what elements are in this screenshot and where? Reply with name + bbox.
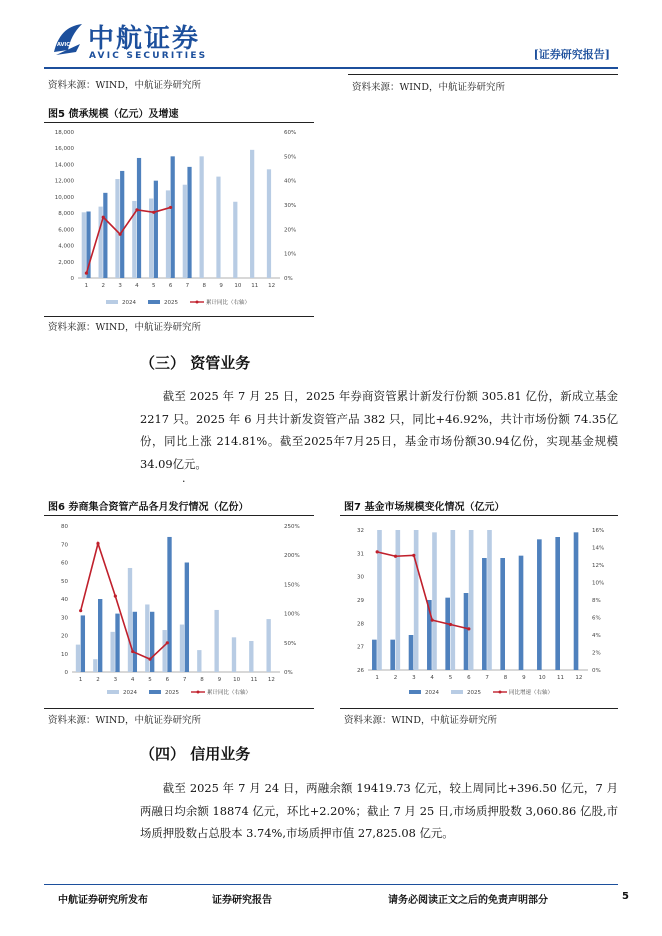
chart1-xtick: 8: [200, 677, 204, 683]
chart1-bar-2024: [162, 630, 166, 672]
chart1-xtick: 4: [130, 677, 135, 683]
chart1-point: [96, 542, 99, 545]
chart0-ytick-left: 12,000: [54, 178, 74, 185]
chart0-xtick: 1: [84, 283, 89, 289]
chart2-xtick: 2: [393, 675, 398, 681]
fig5-source: 资料来源：WIND，中航证券研究所: [48, 322, 201, 333]
logo-en: AVIC SECURITIES: [89, 51, 208, 61]
chart2-ytick-right: 12%: [592, 563, 605, 569]
chart2-bar-2024: [464, 593, 469, 670]
chart0-point: [135, 208, 138, 211]
fig7-title: 图7 基金市场规模变化情况（亿元）: [344, 502, 505, 513]
chart1-ytick-left: 50: [61, 578, 68, 585]
chart2-ytick-right: 6%: [592, 615, 601, 622]
chart2-ytick-left: 31: [357, 551, 364, 558]
chart2-legend-label: 同比增速（右轴）: [509, 690, 554, 696]
chart0-ytick-left: 10,000: [54, 194, 74, 201]
chart1-xtick: 9: [217, 677, 222, 683]
chart2-ytick-left: 28: [357, 621, 364, 628]
chart2-bar-2025: [469, 530, 474, 670]
source-top-right: 资料来源：WIND，中航证券研究所: [352, 82, 505, 93]
chart0-point: [169, 206, 172, 209]
section3-dot: ·: [182, 475, 186, 488]
fig5-title: 图5 债承规模（亿元）及增速: [48, 109, 179, 120]
chart1-ytick-right: 0%: [284, 670, 293, 676]
chart0-bar-2025: [120, 171, 124, 278]
chart2-bar-2025: [432, 532, 437, 670]
chart2-point: [467, 627, 470, 630]
chart2-ytick-right: 8%: [592, 598, 601, 604]
chart2-xtick: 7: [485, 675, 489, 681]
chart2-bar-2024: [574, 532, 579, 670]
chart0-point: [118, 233, 121, 236]
chart0-bar-2025: [103, 193, 107, 278]
chart2-bar-2025: [487, 530, 492, 670]
chart0-xtick: 7: [185, 283, 190, 289]
chart1-point: [131, 650, 134, 653]
chart1-xtick: 7: [182, 677, 187, 683]
chart0-bar-2025: [171, 156, 175, 278]
chart0-legend-label: 2024: [122, 300, 136, 306]
chart0-legend-label: 累计同比（右轴）: [206, 300, 251, 306]
chart0-ytick-left: 4,000: [58, 243, 74, 250]
chart1-xtick: 1: [78, 677, 83, 683]
chart2-bar-2024: [555, 537, 560, 670]
chart0-bar-2024: [82, 212, 86, 278]
chart0-xtick: 10: [234, 283, 242, 289]
chart0-bar-2024: [166, 190, 170, 278]
chart1-bar-2025: [185, 563, 189, 673]
chart1-ytick-right: 100%: [284, 611, 300, 618]
chart1-ytick-right: 150%: [284, 582, 300, 589]
report-tag: [证券研究报告]: [533, 48, 610, 61]
chart0-xtick: 2: [101, 283, 105, 289]
fig5-bottom-rule: [44, 316, 314, 317]
logo-cn: 中航证券: [88, 24, 201, 54]
chart2-ytick-left: 27: [357, 644, 364, 651]
chart0-bar-2024: [267, 169, 271, 278]
footer-rule: [44, 884, 618, 885]
chart1-ytick-right: 200%: [284, 553, 300, 560]
chart2-ytick-right: 2%: [592, 650, 601, 657]
section4-title: （四） 信用业务: [140, 745, 251, 763]
chart1-ytick-left: 60: [61, 560, 68, 567]
chart1-xtick: 2: [96, 677, 100, 683]
chart0-legend-label: 2025: [164, 300, 178, 306]
chart2-point: [376, 550, 379, 553]
chart1-ytick-left: 40: [61, 597, 68, 603]
chart1-legend-swatch-dot: [197, 691, 200, 694]
chart0-ytick-right: 40%: [284, 178, 297, 185]
chart2-point: [394, 555, 397, 558]
fig6-title: 图6 券商集合资管产品各月发行情况（亿份）: [48, 502, 249, 513]
chart0-ytick-left: 8,000: [58, 211, 74, 218]
chart0-ytick-right: 10%: [284, 251, 297, 258]
chart0-ytick-right: 50%: [284, 154, 297, 161]
chart0-point: [102, 216, 105, 219]
chart1-xtick: 6: [165, 677, 170, 683]
chart2-ytick-right: 16%: [592, 528, 605, 534]
chart2-ytick-right: 14%: [592, 545, 605, 552]
chart0-bar-2024: [183, 185, 187, 278]
chart1-bar-2024: [197, 650, 201, 672]
chart1-bar-2024: [145, 604, 149, 672]
chart0-xtick: 6: [168, 283, 173, 289]
chart2-xtick: 12: [575, 675, 583, 681]
chart0-xtick: 8: [202, 283, 206, 289]
chart1-legend-label: 2024: [123, 690, 137, 696]
chart2-ytick-right: 0%: [592, 668, 601, 674]
chart1-bar-2024: [180, 625, 184, 672]
chart1-ytick-left: 20: [61, 633, 68, 640]
chart1-xtick: 3: [113, 677, 118, 683]
chart1-bar-2025: [115, 614, 119, 672]
chart0-bar-2024: [200, 156, 204, 278]
chart1-point: [79, 609, 82, 612]
chart1-ytick-left: 30: [61, 615, 68, 622]
chart0-bar-2024: [233, 202, 237, 278]
chart0-ytick-left: 18,000: [54, 130, 74, 136]
fig5-title-rule: [44, 122, 314, 123]
chart2-xtick: 10: [538, 675, 546, 681]
chart0-ytick-left: 14,000: [54, 162, 74, 169]
chart0-legend-swatch-dot: [196, 301, 199, 304]
chart1-bar-2024: [76, 645, 80, 672]
chart2-legend-swatch: [451, 690, 463, 694]
chart0-bar-2025: [154, 181, 158, 278]
chart1-ytick-left: 70: [61, 542, 68, 549]
chart2-legend-swatch: [409, 690, 421, 694]
source-rule-right: [348, 74, 618, 75]
chart0-xtick: 5: [152, 283, 156, 289]
chart2-bar-2024: [409, 635, 414, 670]
chart2-xtick: 4: [430, 675, 434, 681]
chart2-point: [431, 619, 434, 622]
chart2-xtick: 6: [467, 675, 471, 681]
chart0-ytick-right: 20%: [284, 227, 297, 234]
avic-logo-icon: [52, 22, 84, 58]
chart1-legend-swatch: [149, 690, 161, 694]
chart0-bar-2024: [216, 177, 220, 278]
chart1-ytick-left: 10: [61, 651, 68, 658]
chart0-xtick: 3: [118, 283, 122, 289]
chart2-bar-2024: [445, 598, 450, 670]
chart0-point: [152, 211, 155, 214]
chart2-ytick-left: 30: [357, 574, 364, 581]
chart0-ytick-left: 16,000: [54, 146, 74, 153]
chart2-bar-2024: [537, 539, 542, 670]
page-number: 5: [622, 891, 629, 902]
chart1-bar-2024: [249, 641, 253, 672]
chart2-xtick: 11: [557, 675, 564, 681]
source-top-left: 资料来源：WIND，中航证券研究所: [48, 80, 201, 91]
chart2-bar-2024: [390, 640, 395, 670]
fig6-title-rule: [44, 515, 314, 516]
chart1-point: [114, 594, 117, 597]
chart0-bar-2024: [250, 150, 254, 278]
chart2-bar-2024: [500, 558, 505, 670]
header-rule: [44, 67, 618, 69]
footer-right: 请务必阅读正文之后的免责声明部分: [388, 895, 548, 906]
chart1-xtick: 11: [250, 677, 258, 683]
chart1-bar-2025: [98, 599, 102, 672]
fig7-source: 资料来源：WIND，中航证券研究所: [344, 715, 497, 726]
chart0-xtick: 4: [135, 283, 139, 289]
section3-title: （三） 资管业务: [140, 354, 251, 372]
chart1-bar-2025: [167, 537, 171, 672]
chart1-bar-2025: [81, 615, 85, 672]
chart0-legend-swatch: [106, 300, 118, 304]
chart2-xtick: 1: [375, 675, 379, 681]
chart2-xtick: 3: [412, 675, 416, 681]
chart0-ytick-left: 6,000: [58, 227, 74, 234]
chart2-ytick-right: 4%: [592, 633, 601, 639]
chart2-ytick-left: 32: [357, 528, 364, 534]
chart1-ytick-left: 80: [61, 524, 68, 530]
footer-center: 证券研究报告: [212, 895, 272, 906]
fig7-title-rule: [340, 515, 618, 516]
chart0-xtick: 9: [219, 283, 223, 289]
footer-left: 中航证券研究所发布: [58, 895, 148, 906]
chart0-ytick-right: 0%: [284, 276, 293, 282]
fig6-bottom-rule: [44, 708, 314, 709]
chart1-ytick-right: 50%: [284, 640, 297, 647]
chart1-bar-2024: [110, 632, 114, 672]
chart1-bar-2024: [93, 659, 97, 672]
chart2-bar-2024: [482, 558, 487, 670]
chart2-bar-2025: [451, 530, 456, 670]
chart0-bar-2024: [149, 199, 153, 278]
chart2-ytick-left: 29: [357, 598, 364, 604]
chart1-bar-2024: [266, 619, 270, 672]
chart2-xtick: 9: [522, 675, 526, 681]
chart1-point: [166, 641, 169, 644]
chart0-legend-swatch: [148, 300, 160, 304]
chart2-point: [449, 623, 452, 626]
chart0-bar-2025: [137, 158, 141, 278]
chart0-bar-2025: [187, 167, 191, 278]
chart1-bar-2025: [150, 612, 154, 672]
chart2-bar-2024: [519, 556, 524, 670]
section4-paragraph: 截至 2025 年 7 月 24 日，两融余额 19419.73 亿元，较上周同比+396.50 亿元，7 月两融日均余额 18874 亿元，环比+2.20%；截止 7 月 25 日,市场质押股数 3,060.86 亿股,市场质押股数占总股本 3.74%,市场质押市值 27,825.08 亿元。: [140, 781, 618, 840]
chart1-ytick-right: 250%: [284, 524, 300, 530]
chart1-bar-2024: [232, 637, 236, 672]
chart1-legend-label: 累计同比（右轴）: [207, 690, 252, 696]
chart0-ytick-right: 30%: [284, 203, 297, 209]
chart1-bar-2024: [128, 568, 132, 672]
chart2-legend-swatch-dot: [499, 691, 502, 694]
chart0-xtick: 12: [268, 283, 276, 289]
chart1-xtick: 10: [233, 677, 241, 683]
chart2-point: [412, 554, 415, 557]
logo-mark-text: AVIC: [57, 42, 70, 48]
chart1-legend-swatch: [107, 690, 119, 694]
chart1-legend-label: 2025: [165, 690, 179, 696]
chart2-ytick-right: 10%: [592, 580, 605, 587]
chart1-point: [148, 658, 151, 661]
chart1-xtick: 12: [267, 677, 275, 683]
chart1-xtick: 5: [148, 677, 152, 683]
fig6-source: 资料来源：WIND，中航证券研究所: [48, 715, 201, 726]
chart1-bar-2025: [133, 612, 137, 672]
chart2-ytick-left: 26: [357, 668, 364, 674]
chart2-xtick: 5: [448, 675, 453, 681]
chart2-bar-2025: [414, 530, 419, 670]
fig6-chart: [46, 518, 308, 706]
chart2-xtick: 8: [503, 675, 508, 681]
chart2-legend-label: 2024: [425, 690, 439, 696]
chart2-bar-2025: [396, 530, 401, 670]
chart0-xtick: 11: [251, 283, 259, 289]
chart0-ytick-left: 2,000: [58, 259, 74, 266]
fig5-chart: [46, 124, 306, 316]
chart0-ytick-left: 0: [70, 276, 74, 282]
chart2-bar-2024: [372, 640, 377, 670]
fig7-chart: [340, 518, 618, 706]
chart1-bar-2024: [214, 610, 218, 672]
section3-paragraph: 截至 2025 年 7 月 25 日，2025 年券商资管累计新发行份额 305.81 亿份，新成立基金 2217 只。2025 年 6 月共计新发资管产品 382 只，同比+46.92%，共计市场份额 74.35亿份，同比上涨 214.81%。截至2025年7月25日，基金市场份额30.94亿份，实现基金规模 34.09亿元。: [140, 389, 618, 471]
chart0-point: [85, 272, 88, 275]
chart2-legend-label: 2025: [467, 690, 481, 696]
chart1-ytick-left: 0: [64, 670, 68, 676]
chart0-bar-2024: [115, 179, 119, 278]
fig7-bottom-rule: [340, 708, 618, 709]
chart0-ytick-right: 60%: [284, 130, 297, 136]
